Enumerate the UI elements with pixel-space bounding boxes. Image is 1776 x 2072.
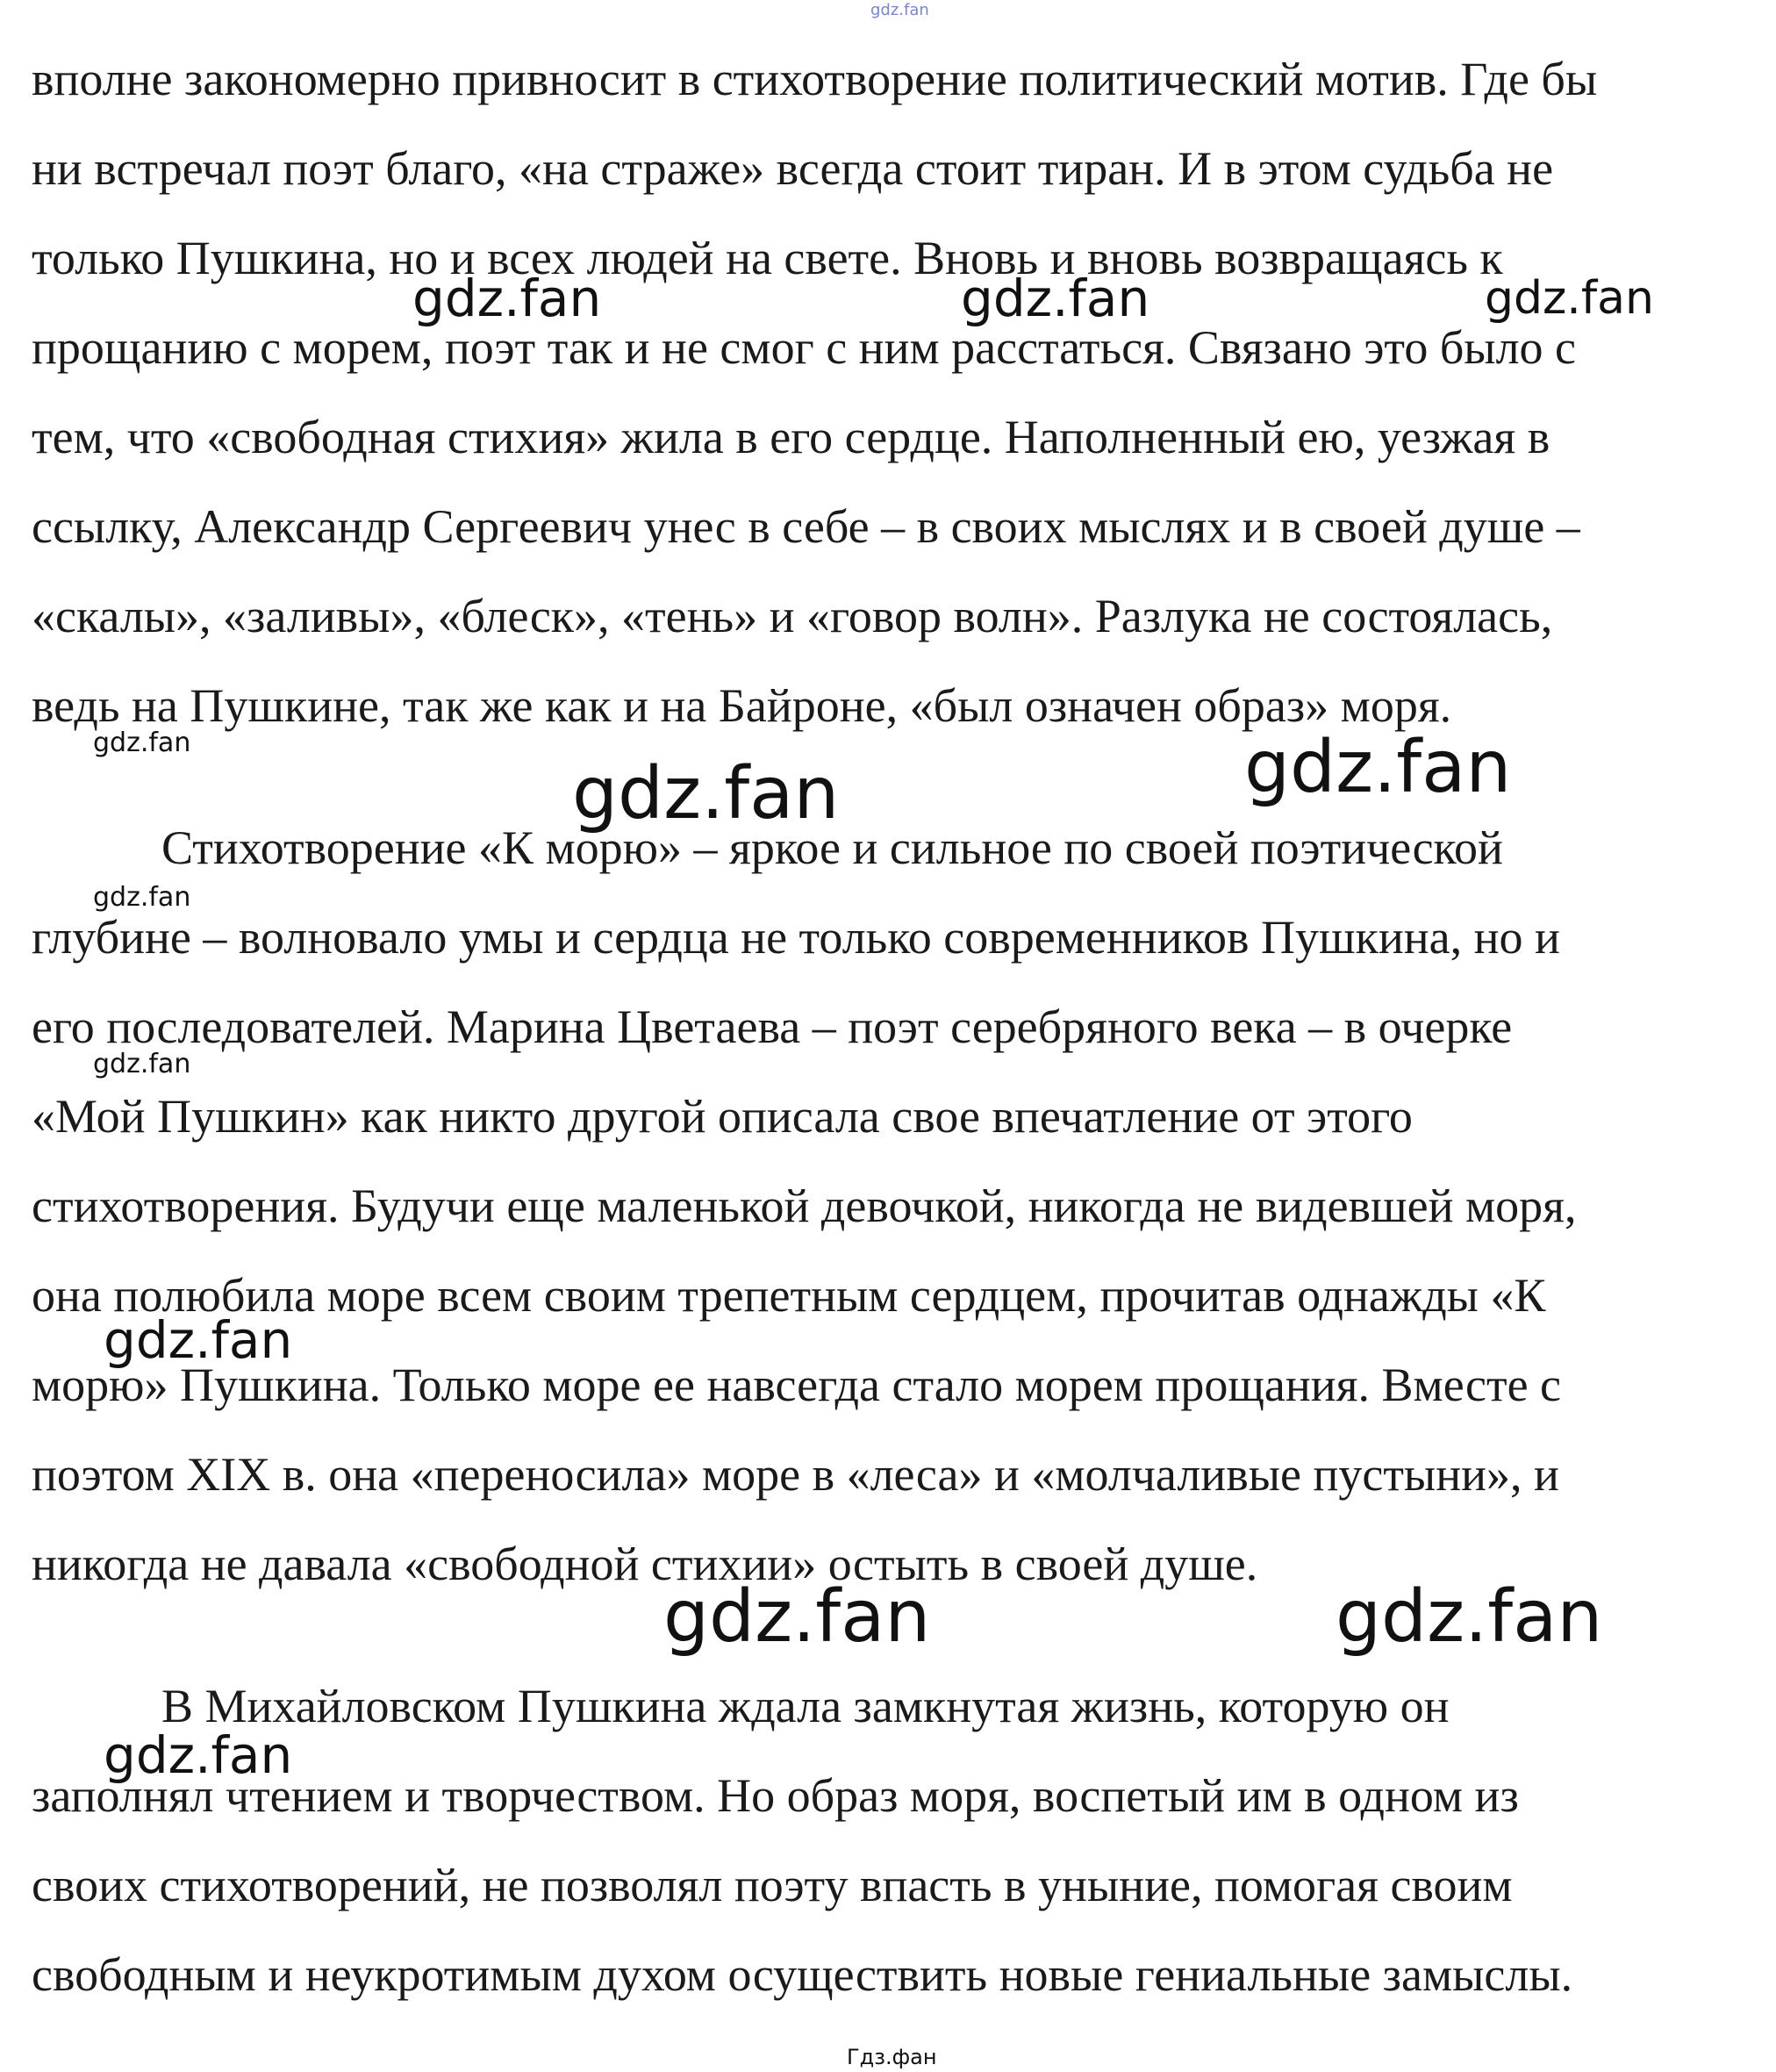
text-line: вполне закономерно привносит в стихотворение политический мотив. Где бы [32,53,1598,105]
text-line: «Мой Пушкин» как никто другой описала свое впечатление от этого [32,1090,1413,1143]
watermark: gdz.fan [93,728,191,758]
watermark: gdz.fan [93,1049,191,1079]
text-line: поэтом XIX в. она «переносила» море в «леса» и «молчаливые пустыни», и [32,1448,1559,1501]
text-line: ни встречал поэт благо, «на страже» всегда стоит тиран. И в этом судьба не [32,142,1554,195]
watermark: gdz.fan [412,269,602,328]
text-line: ведь на Пушкине, так же как и на Байроне, «был означен образ» моря. [32,679,1452,732]
watermark: gdz.fan [93,882,191,913]
watermark: gdz.fan [663,1575,931,1659]
text-line: ссылку, Александр Сергеевич унес в себе – в своих мыслях и в своей душе – [32,500,1580,553]
text-line: она полюбила море всем своим трепетным сердцем, прочитав однажды «К [32,1269,1546,1322]
text-line: прощанию с морем, поэт так и не смог с ним расстаться. Связано это было с [32,321,1576,374]
text-line: морю» Пушкина. Только море ее навсегда стало морем прощания. Вместе с [32,1359,1562,1411]
watermark: gdz.fan [1485,272,1654,325]
paragraph-start-line: В Михайловском Пушкина ждала замкнутая жизнь, которую он [161,1680,1450,1732]
text-line: глубине – волновало умы и сердца не только современников Пушкина, но и [32,911,1560,964]
text-line: его последователей. Марина Цветаева – поэт серебряного века – в очерке [32,1000,1513,1053]
text-line: своих стихотворений, не позволял поэту впасть в уныние, помогая своим [32,1859,1513,1911]
text-line: свободным и неукротимым духом осуществить новые гениальные замыслы. [32,1948,1573,2001]
watermark: gdz.fan [870,1,929,19]
text-line: никогда не давала «свободной стихии» остыть в своей душе. [32,1538,1258,1590]
text-line: стихотворения. Будучи еще маленькой девочкой, никогда не видевшей моря, [32,1179,1577,1232]
footer-label: Гдз.фан [847,2045,937,2069]
text-line: «скалы», «заливы», «блеск», «тень» и «говор волн». Разлука не состоялась, [32,590,1553,642]
text-line: заполнял чтением и творчеством. Но образ моря, воспетый им в одном из [32,1769,1519,1822]
watermark: gdz.fan [104,1725,293,1785]
watermark: gdz.fan [104,1310,293,1370]
text-line: тем, что «свободная стихия» жила в его сердце. Наполненный ею, уезжая в [32,411,1550,463]
watermark: gdz.fan [1336,1575,1603,1659]
watermark: gdz.fan [572,752,840,835]
text-line: только Пушкина, но и всех людей на свете. Вновь и вновь возвращаясь к [32,232,1503,284]
watermark: gdz.fan [961,269,1150,328]
watermark: gdz.fan [1244,726,1512,809]
paragraph-start-line: Стихотворение «К морю» – яркое и сильное по своей поэтической [161,821,1503,874]
